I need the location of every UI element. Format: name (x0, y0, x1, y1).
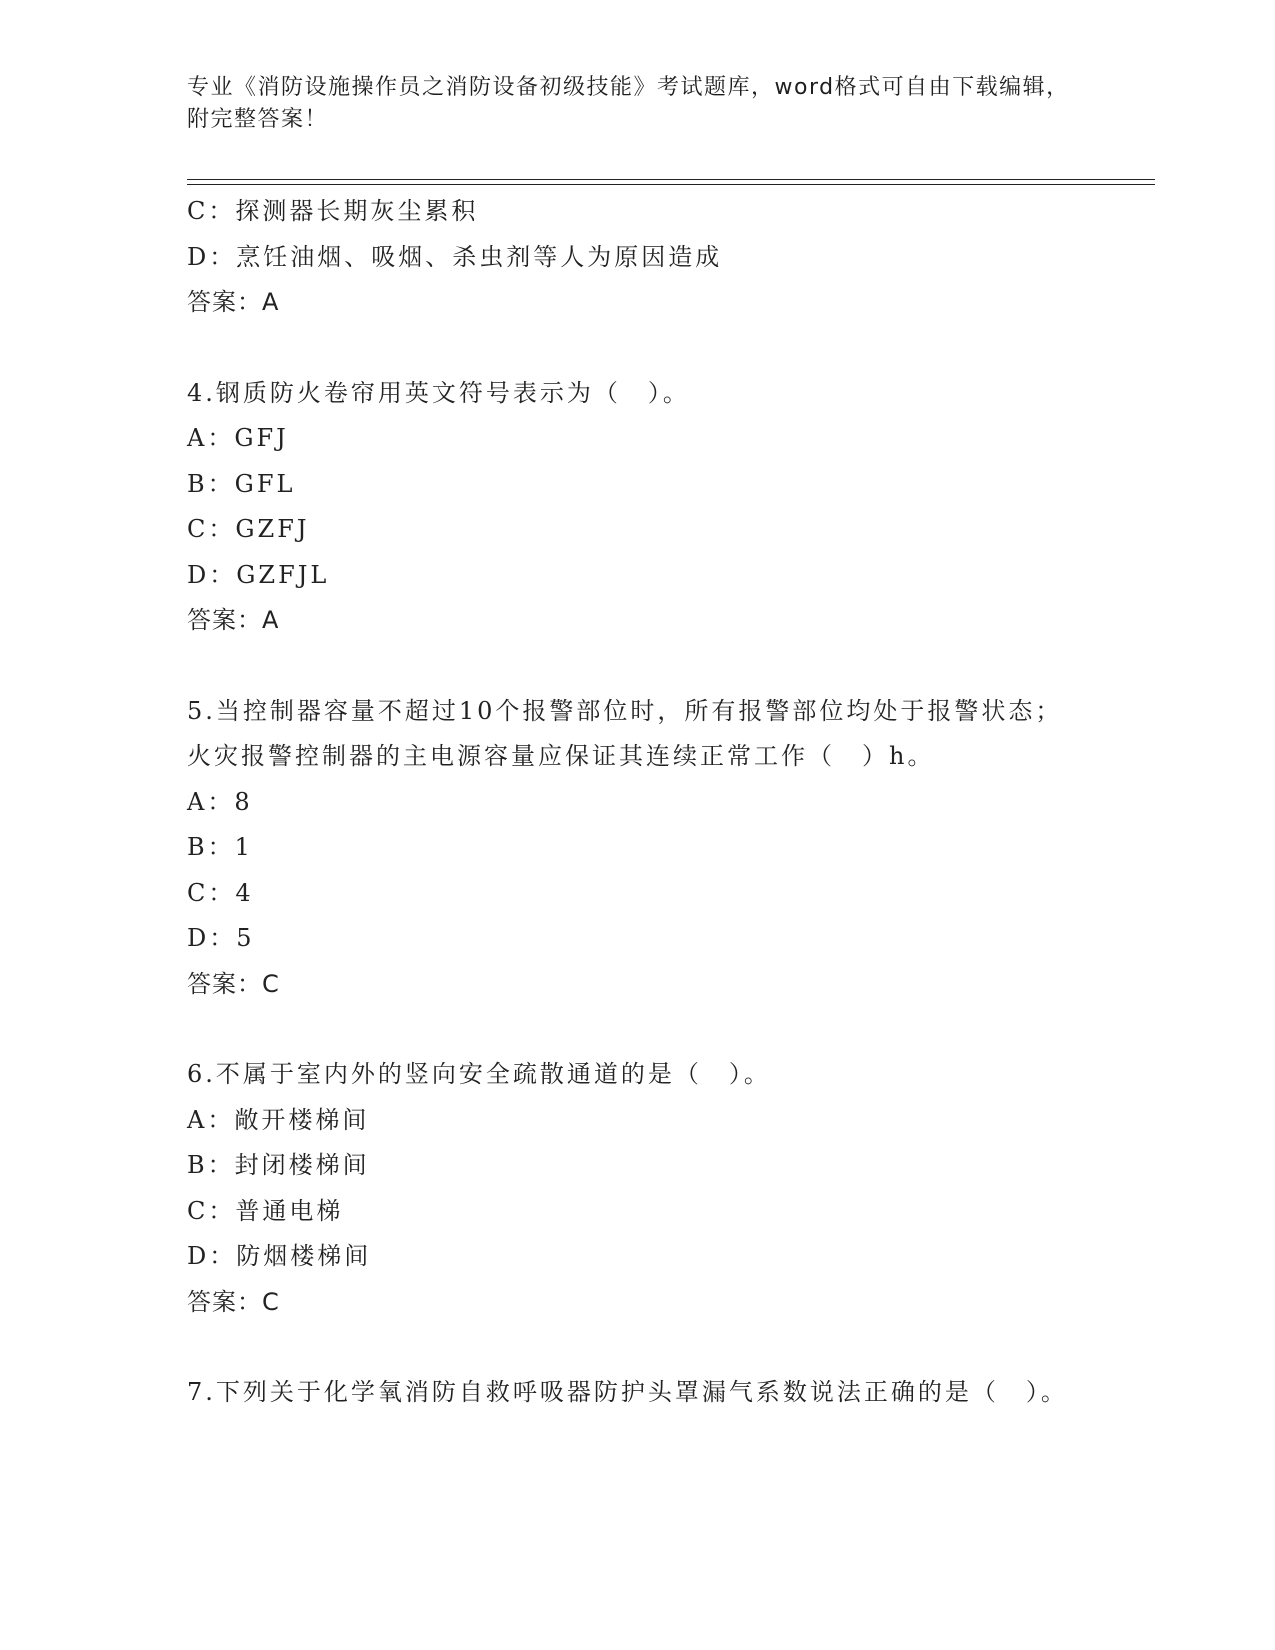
option-c: C：GZFJ (187, 515, 310, 543)
option-d: D：防烟楼梯间 (187, 1242, 372, 1270)
question-4-text: 4.钢质防火卷帘用英文符号表示为（ ）。 (187, 378, 690, 407)
option-d: D：5 (187, 924, 255, 952)
header-divider-top (187, 179, 1155, 180)
option-a: A：8 (187, 787, 253, 816)
option-d: D：烹饪油烟、吸烟、杀虫剂等人为原因造成 (187, 242, 723, 271)
answer-line: 答案：C (187, 969, 280, 998)
option-c: C：探测器长期灰尘累积 (187, 197, 479, 225)
question-5-text: 5.当控制器容量不超过10个报警部位时，所有报警部位均处于报警状态；火灾报警控制器的主电源容量应保证其连续正常工作（ ）h。 (187, 696, 1063, 770)
header-divider-bottom (187, 184, 1155, 185)
option-b: B：GFL (187, 469, 296, 498)
option-a: A：GFJ (187, 424, 289, 452)
option-c: C：4 (187, 878, 254, 907)
option-a: A：敞开楼梯间 (187, 1105, 370, 1134)
question-6-text: 6.不属于室内外的竖向安全疏散通道的是（ ）。 (187, 1060, 771, 1088)
answer-line: 答案：C (187, 1287, 280, 1316)
page-header: 专业《消防设施操作员之消防设备初级技能》考试题库，word格式可自由下载编辑，附完整答案！ (187, 75, 1070, 132)
question-list (187, 189, 1087, 1416)
answer-line: 答案：A (187, 606, 280, 634)
answer-line: 答案：A (187, 288, 280, 316)
question-7-text: 7.下列关于化学氧消防自救呼吸器防护头罩漏气系数说法正确的是（ ）。 (187, 1378, 1068, 1406)
option-d: D：GZFJL (187, 560, 330, 589)
option-b: B：封闭楼梯间 (187, 1151, 370, 1179)
option-b: B：1 (187, 833, 253, 861)
option-c: C：普通电梯 (187, 1196, 344, 1225)
